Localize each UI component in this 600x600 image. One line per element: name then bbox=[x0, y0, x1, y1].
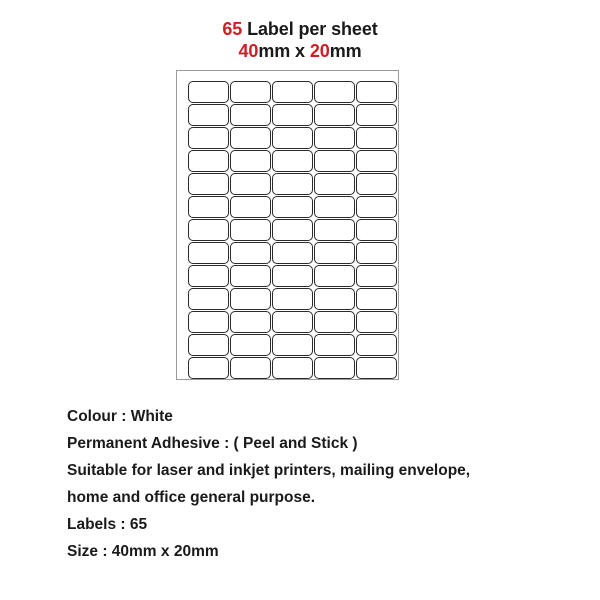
label-cell bbox=[230, 173, 271, 195]
label-count-text: Label per sheet bbox=[247, 19, 378, 39]
label-cell bbox=[230, 242, 271, 264]
label-cell bbox=[230, 150, 271, 172]
label-cell bbox=[314, 104, 355, 126]
size-separator: x bbox=[295, 41, 305, 61]
label-cell bbox=[314, 311, 355, 333]
label-cell bbox=[188, 357, 229, 379]
label-cell bbox=[188, 196, 229, 218]
label-cell bbox=[188, 334, 229, 356]
label-cell bbox=[188, 311, 229, 333]
description-line: home and office general purpose. bbox=[67, 489, 316, 506]
label-cell bbox=[356, 127, 397, 149]
label-cell bbox=[188, 242, 229, 264]
label-cell bbox=[356, 196, 397, 218]
label-width-unit: mm bbox=[258, 41, 291, 61]
label-cell bbox=[314, 150, 355, 172]
label-cell bbox=[356, 150, 397, 172]
label-cell bbox=[188, 265, 229, 287]
label-height-unit: mm bbox=[329, 41, 362, 61]
label-cell bbox=[356, 173, 397, 195]
label-cell bbox=[314, 357, 355, 379]
label-cell bbox=[188, 127, 229, 149]
label-cell bbox=[272, 173, 313, 195]
label-cell bbox=[230, 127, 271, 149]
label-cell bbox=[272, 104, 313, 126]
label-cell bbox=[272, 127, 313, 149]
label-height-value: 20 bbox=[309, 41, 330, 61]
label-cell bbox=[314, 265, 355, 287]
label-cell bbox=[230, 104, 271, 126]
label-cell bbox=[314, 127, 355, 149]
label-cell bbox=[272, 334, 313, 356]
label-cell bbox=[356, 81, 397, 103]
label-cell bbox=[314, 288, 355, 310]
label-cell bbox=[314, 219, 355, 241]
label-cell bbox=[230, 334, 271, 356]
label-count-value: 65 bbox=[222, 19, 243, 39]
label-cell bbox=[356, 334, 397, 356]
label-cell bbox=[314, 334, 355, 356]
label-cell bbox=[356, 265, 397, 287]
title-line-size bbox=[0, 40, 600, 62]
label-cell bbox=[356, 288, 397, 310]
label-grid bbox=[188, 81, 397, 379]
label-cell bbox=[230, 311, 271, 333]
title-line-count bbox=[0, 18, 600, 40]
label-cell bbox=[356, 104, 397, 126]
label-cell bbox=[230, 219, 271, 241]
description-line: Size : 40mm x 20mm bbox=[67, 543, 219, 560]
label-cell bbox=[314, 242, 355, 264]
label-cell bbox=[272, 288, 313, 310]
product-title bbox=[0, 18, 600, 62]
label-cell bbox=[272, 242, 313, 264]
label-cell bbox=[356, 242, 397, 264]
label-cell bbox=[188, 150, 229, 172]
label-cell bbox=[314, 196, 355, 218]
label-cell bbox=[314, 173, 355, 195]
label-cell bbox=[188, 173, 229, 195]
label-cell bbox=[272, 150, 313, 172]
description-line: Suitable for laser and inkjet printers, mailing envelope, bbox=[67, 462, 471, 479]
label-width-value: 40 bbox=[238, 41, 259, 61]
label-cell bbox=[272, 265, 313, 287]
label-cell bbox=[272, 196, 313, 218]
label-cell bbox=[356, 357, 397, 379]
label-cell bbox=[356, 219, 397, 241]
label-cell bbox=[230, 265, 271, 287]
description-line: Labels : 65 bbox=[67, 516, 148, 533]
label-cell bbox=[230, 196, 271, 218]
label-cell bbox=[230, 288, 271, 310]
label-cell bbox=[272, 357, 313, 379]
label-cell bbox=[230, 81, 271, 103]
label-sheet-diagram bbox=[176, 70, 399, 380]
label-cell bbox=[188, 104, 229, 126]
label-cell bbox=[188, 219, 229, 241]
label-cell bbox=[188, 288, 229, 310]
label-cell bbox=[314, 81, 355, 103]
label-cell bbox=[272, 311, 313, 333]
label-cell bbox=[230, 357, 271, 379]
label-cell bbox=[188, 81, 229, 103]
label-cell bbox=[272, 219, 313, 241]
label-cell bbox=[272, 81, 313, 103]
description-line: Colour : White bbox=[67, 408, 173, 425]
description-line: Permanent Adhesive : ( Peel and Stick ) bbox=[67, 435, 358, 452]
product-description bbox=[67, 403, 567, 565]
label-cell bbox=[356, 311, 397, 333]
